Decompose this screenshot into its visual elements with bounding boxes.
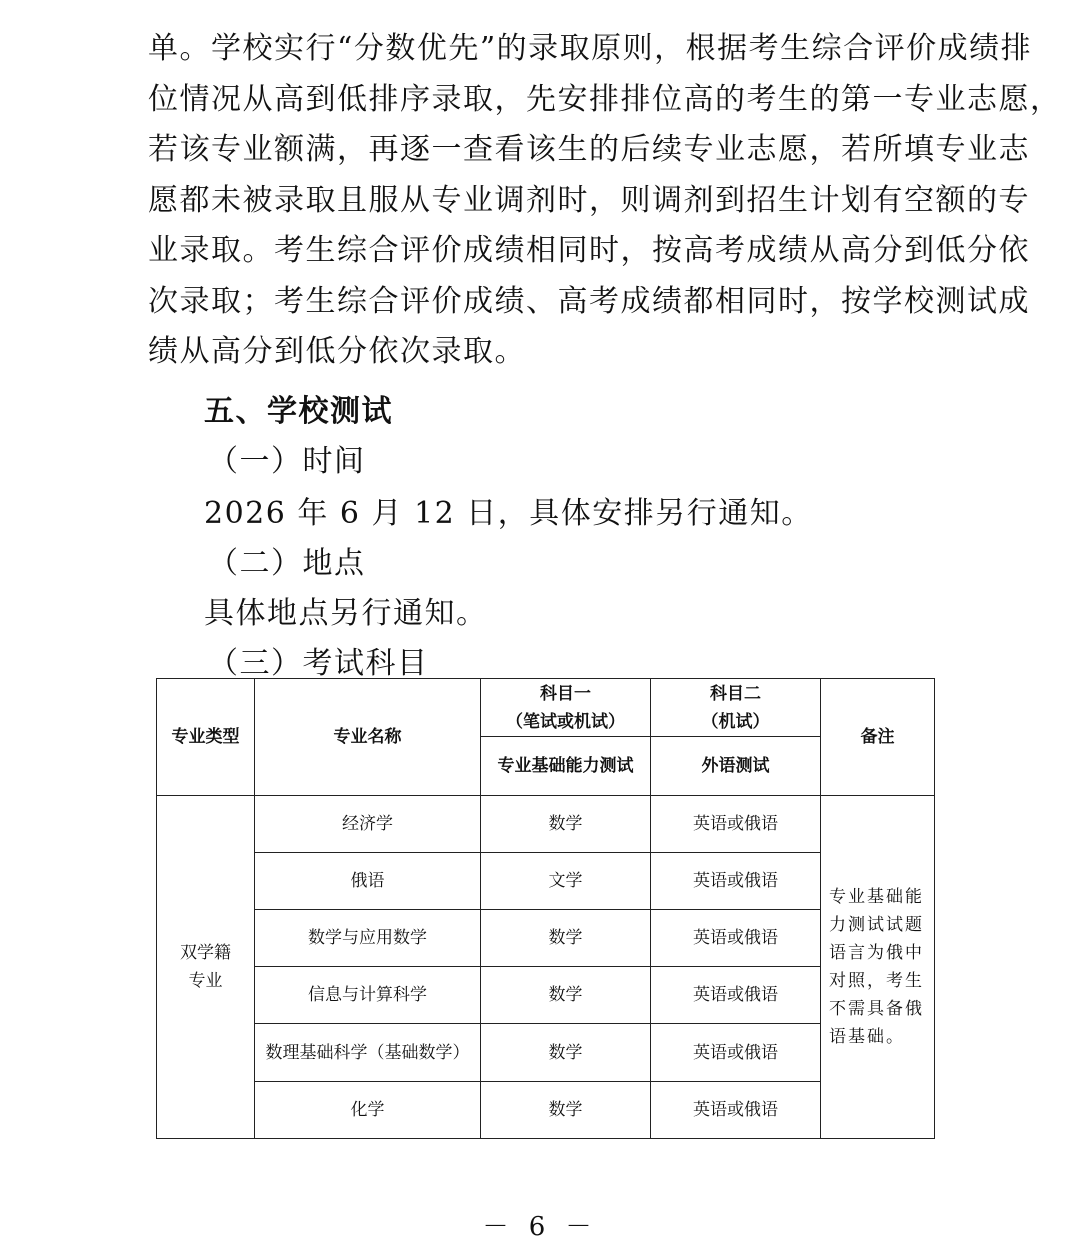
subject-two-cell: 英语或俄语 xyxy=(651,852,821,909)
remark-line: 专业基础能 xyxy=(829,886,924,907)
major-name-cell: 经济学 xyxy=(255,795,481,852)
table-row xyxy=(157,1024,935,1081)
header-subject-two xyxy=(651,679,821,737)
subjects-heading: （三）考试科目 xyxy=(208,646,429,681)
exam-subjects-table xyxy=(156,678,935,1139)
subject-two-name: 外语测试 xyxy=(651,737,821,795)
header-remark: 备注 xyxy=(821,679,935,796)
remark-cell xyxy=(821,795,935,1139)
major-name-cell: 信息与计算科学 xyxy=(255,967,481,1024)
remark-line: 语言为俄中 xyxy=(829,942,924,963)
time-heading: （一）时间 xyxy=(208,444,366,479)
subject-one-cell: 文学 xyxy=(481,852,651,909)
paragraph-line: 绩从高分到低分依次录取。 xyxy=(148,334,526,369)
paragraph-line: 若该专业额满，再逐一查看该生的后续专业志愿，若所填专业志 xyxy=(148,132,1030,167)
admission-paragraph xyxy=(148,24,1062,378)
subject-one-cell: 数学 xyxy=(481,1081,651,1138)
subject-one-mode: （笔试或机试） xyxy=(506,711,625,732)
subject-one-cell: 数学 xyxy=(481,967,651,1024)
major-group-cell xyxy=(157,795,255,1139)
paragraph-line: 愿都未被录取且服从专业调剂时，则调剂到招生计划有空额的专 xyxy=(148,182,1030,218)
subject-one-title: 科目一 xyxy=(540,683,591,704)
section-title: 五、学校测试 xyxy=(204,394,393,429)
page-number: － 6 － xyxy=(482,1212,598,1242)
time-text: 2026 年 6 月 12 日，具体安排另行通知。 xyxy=(204,496,813,531)
remark-line: 不需具备俄 xyxy=(829,998,924,1019)
subject-two-cell: 英语或俄语 xyxy=(651,1081,821,1138)
subject-two-cell: 英语或俄语 xyxy=(651,795,821,852)
header-major-type: 专业类型 xyxy=(157,679,255,796)
major-group-line: 双学籍 xyxy=(180,942,231,963)
major-name-cell: 数学与应用数学 xyxy=(255,909,481,966)
major-name-cell: 俄语 xyxy=(255,852,481,909)
subject-two-title: 科目二 xyxy=(710,683,761,704)
remark-line: 力测试试题 xyxy=(829,914,924,935)
remark-line: 对照，考生 xyxy=(829,970,924,991)
paragraph-line: 单。学校实行“分数优先”的录取原则，根据考生综合评价成绩排 xyxy=(148,31,1033,66)
remark-line: 语基础。 xyxy=(829,1026,905,1047)
subject-two-cell: 英语或俄语 xyxy=(651,1024,821,1081)
subject-one-cell: 数学 xyxy=(481,795,651,852)
table-row xyxy=(157,967,935,1024)
table-row xyxy=(157,852,935,909)
subject-two-mode: （机试） xyxy=(701,711,770,732)
place-text: 具体地点另行通知。 xyxy=(204,596,488,631)
paragraph-line: 位情况从高到低排序录取，先安排排位高的考生的第一专业志愿， xyxy=(148,81,1062,117)
header-subject-one xyxy=(481,679,651,737)
place-heading: （二）地点 xyxy=(208,546,366,581)
paragraph-line: 业录取。考生综合评价成绩相同时，按高考成绩从高分到低分依 xyxy=(148,233,1030,268)
subject-two-cell: 英语或俄语 xyxy=(651,909,821,966)
paragraph-line: 次录取；考生综合评价成绩、高考成绩都相同时，按学校测试成 xyxy=(148,283,1030,319)
table-row xyxy=(157,795,935,852)
subject-one-name: 专业基础能力测试 xyxy=(481,737,651,795)
header-major-name: 专业名称 xyxy=(255,679,481,796)
subject-one-cell: 数学 xyxy=(481,1024,651,1081)
major-name-cell: 数理基础科学（基础数学） xyxy=(255,1024,481,1081)
subject-one-cell: 数学 xyxy=(481,909,651,966)
major-group-line: 专业 xyxy=(188,970,223,991)
table-row xyxy=(157,909,935,966)
table-row xyxy=(157,1081,935,1138)
major-name-cell: 化学 xyxy=(255,1081,481,1138)
subject-two-cell: 英语或俄语 xyxy=(651,967,821,1024)
